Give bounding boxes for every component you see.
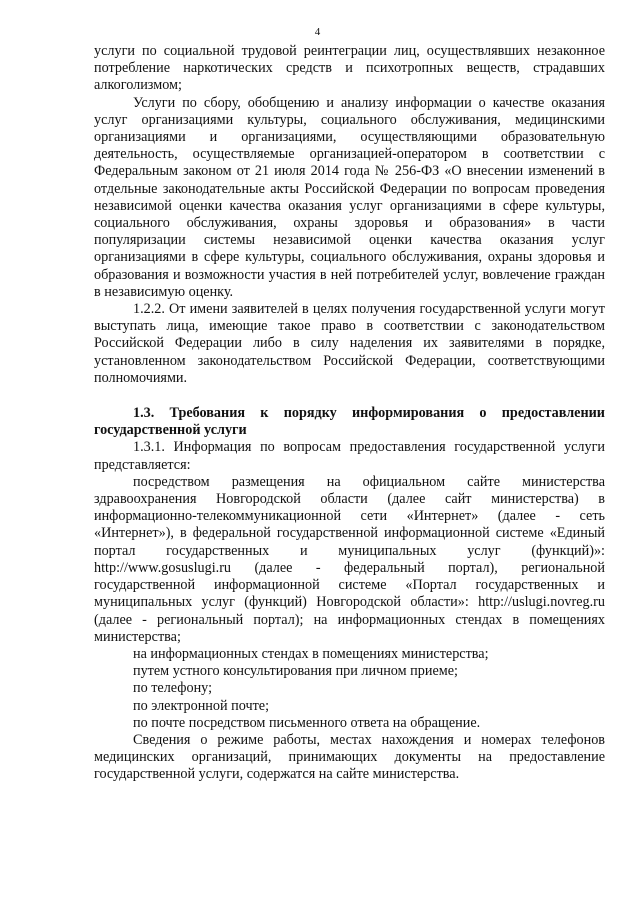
paragraph-website: посредством размещения на официальном сайте министерства здравоохранения Новгородской области (далее сайт министерства) в информационно-телекоммуникационной сети «Интернет» (далее - сеть «Интернет»), в федеральной государственной информационной системе «Единый портал государственных и муниципальных услуг (функций)»: http://www.gosuslugi.ru (далее - федеральный портал), региональной государственной информационной системе «Портал государственных и муниципальных услуг (функций) Новгородской области»: http://uslugi.novreg.ru (далее - региональный портал); на информационных стендах в помещениях министерства;: [94, 473, 605, 645]
paragraph-continuation: услуги по социальной трудовой реинтеграции лиц, осуществлявших незаконное потребление наркотических средств и психотропных веществ, страдавших алкоголизмом;: [94, 43, 605, 94]
paragraph-services: Услуги по сбору, обобщению и анализу информации о качестве оказания услуг организациями культуры, социального обслуживания, медицинскими организациями и организациями, осуществляющими образовательную деятельность, осуществляемые организацией-оператором в соответствии с Федеральным законом от 21 июля 2014 года № 256-ФЗ «О внесении изменений в отдельные законодательные акты Российской Федерации по вопросам проведения независимой оценки качества оказания услуг организациями в сфере культуры, социального обслуживания, охраны здоровья и образования» в части популяризации системы независимой оценки качества оказания услуг организациями в сфере культуры, социального обслуживания, охраны здоровья и образования и возможности участия в ней потребителей услуг, вовлечение граждан в независимую оценку.: [94, 94, 605, 300]
list-item: на информационных стендах в помещениях министерства;: [133, 645, 489, 662]
section-gap: [94, 387, 605, 405]
document-body: [94, 43, 605, 784]
paragraph-1-3-1: 1.3.1. Информация по вопросам предоставления государственной услуги представляется:: [94, 439, 605, 473]
list-item: по почте посредством письменного ответа на обращение.: [133, 714, 481, 731]
section-1-3-title: 1.3. Требования к порядку информирования о предоставлении государственной услуги: [94, 405, 605, 439]
list-item: по телефону;: [133, 680, 213, 697]
list-item: путем устного консультирования при личном приеме;: [133, 663, 458, 680]
page-number: 4: [314, 26, 321, 38]
list-item: по электронной почте;: [133, 697, 270, 714]
paragraph-final: Сведения о режиме работы, местах нахождения и номерах телефонов медицинских организаций, принимающих документы на предоставление государственной услуги, содержатся на сайте министерства.: [94, 731, 605, 783]
paragraph-1-2-2: 1.2.2. От имени заявителей в целях получения государственной услуги могут выступать лица, имеющие такое право в соответствии с законодательством Российской Федерации либо в силу наделения их заявителями в порядке, установленном законодательством Российской Федерации, соответствующими полномочиями.: [94, 301, 605, 386]
